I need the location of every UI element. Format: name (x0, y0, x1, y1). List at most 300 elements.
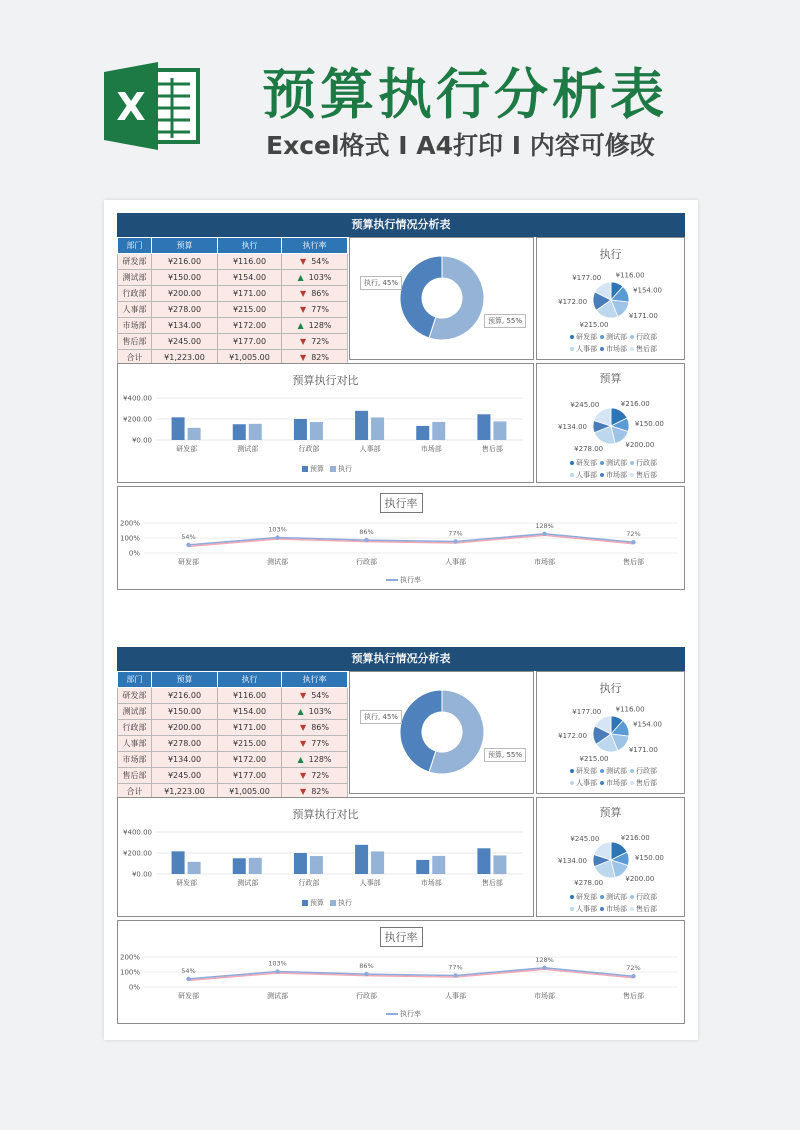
table-row (118, 302, 348, 318)
arrow-up-icon: ▲ (297, 321, 304, 330)
bar-budget (172, 851, 185, 874)
cell-exec: ¥154.00 (218, 270, 282, 286)
line-chart-panel (117, 920, 685, 1024)
cell-rate (282, 254, 348, 270)
legend-swatch (630, 769, 634, 773)
cell-dept: 合计 (118, 784, 152, 800)
pie-legend-label: 市场部 (606, 905, 627, 913)
logo-letter: X (116, 85, 146, 129)
arrow-down-icon: ▼ (300, 353, 307, 362)
arrow-down-icon: ▼ (300, 289, 307, 298)
pie-legend-label: 测试部 (606, 767, 627, 775)
rate-value: 103% (308, 273, 332, 282)
page-subtitle: Excel格式 I A4打印 I 内容可修改 (266, 131, 655, 160)
cell-budget: ¥1,223.00 (152, 784, 218, 800)
bar-legend (296, 898, 352, 908)
legend-swatch (302, 900, 308, 906)
legend-swatch (630, 895, 634, 899)
cell-dept: 测试部 (118, 270, 152, 286)
cell-rate (282, 688, 348, 704)
legend-swatch (570, 473, 574, 477)
table-row (118, 270, 348, 286)
report-header: 预算执行情况分析表 (117, 213, 685, 237)
line-legend-label: 执行率 (400, 576, 421, 584)
rate-point (631, 540, 635, 544)
x-tick-label: 研发部 (178, 558, 199, 566)
column-header: 部门 (118, 672, 152, 688)
cell-exec: ¥154.00 (218, 704, 282, 720)
cell-exec: ¥116.00 (218, 254, 282, 270)
x-tick-label: 行政部 (356, 992, 377, 1000)
report-block-2 (117, 647, 685, 1025)
y-tick-label: 100% (119, 534, 140, 543)
legend-swatch (600, 895, 604, 899)
cell-budget: ¥216.00 (152, 254, 218, 270)
legend-swatch (570, 781, 574, 785)
cell-dept: 行政部 (118, 286, 152, 302)
legend-swatch (630, 335, 634, 339)
pie-legend-label: 行政部 (636, 767, 657, 775)
cell-dept: 研发部 (118, 254, 152, 270)
arrow-down-icon: ▼ (300, 337, 307, 346)
budget-pie-title: 预算 (599, 806, 622, 819)
pie-legend-row (567, 458, 657, 468)
pie-legend-label: 人事部 (576, 471, 597, 479)
legend-swatch (386, 1013, 398, 1015)
x-tick-label: 人事部 (445, 992, 466, 1000)
budget-pie-panel (536, 797, 685, 917)
cell-budget: ¥134.00 (152, 318, 218, 334)
cell-rate (282, 736, 348, 752)
rate-line (189, 534, 634, 545)
bar-legend-label: 执行 (338, 899, 352, 907)
pie-value-label: ¥215.00 (579, 754, 609, 763)
cell-rate (282, 704, 348, 720)
cell-budget: ¥150.00 (152, 704, 218, 720)
rate-data-label: 77% (448, 529, 463, 538)
rate-value: 82% (311, 787, 329, 796)
table-body (118, 688, 348, 800)
pie-legend-label: 售后部 (636, 345, 657, 353)
line-legend (380, 1009, 421, 1019)
bar-legend (296, 464, 352, 474)
legend-swatch (600, 461, 604, 465)
table-row (118, 768, 348, 784)
table-row (118, 318, 348, 334)
cell-exec: ¥171.00 (218, 286, 282, 302)
bar-exec (188, 428, 201, 440)
cell-rate (282, 286, 348, 302)
cell-exec: ¥1,005.00 (218, 350, 282, 366)
pie-legend-row (567, 766, 657, 776)
x-tick-label: 测试部 (237, 445, 259, 453)
y-tick-label: ¥400.00 (123, 394, 152, 403)
pie-value-label: ¥154.00 (633, 720, 662, 729)
rate-data-label: 72% (626, 964, 641, 973)
x-tick-label: 研发部 (178, 992, 199, 1000)
pie-legend-label: 人事部 (576, 779, 597, 787)
x-tick-label: 市场部 (534, 558, 555, 566)
bar-budget (294, 419, 307, 440)
bar-legend-label: 预算 (310, 899, 324, 907)
rate-point (542, 532, 546, 536)
rate-value: 77% (311, 305, 329, 314)
legend-swatch (570, 895, 574, 899)
pie-legend-label: 行政部 (636, 893, 657, 901)
pie-legend-row (567, 332, 657, 342)
cell-exec: ¥215.00 (218, 302, 282, 318)
cell-rate (282, 302, 348, 318)
donut-chart (350, 672, 533, 793)
column-header: 执行率 (282, 672, 348, 688)
pie-value-label: ¥154.00 (633, 286, 662, 295)
exec-pie-panel (536, 237, 685, 360)
x-tick-label: 市场部 (534, 992, 555, 1000)
legend-swatch (600, 907, 604, 911)
x-tick-label: 测试部 (267, 558, 288, 566)
rate-value: 72% (311, 771, 329, 780)
cell-budget: ¥134.00 (152, 752, 218, 768)
table-row (118, 334, 348, 350)
pie-value-label: ¥172.00 (558, 297, 588, 306)
cell-dept: 市场部 (118, 752, 152, 768)
cell-dept: 测试部 (118, 704, 152, 720)
legend-swatch (630, 347, 634, 351)
y-tick-label: ¥400.00 (123, 828, 152, 837)
bar-budget (477, 414, 490, 440)
pie-value-label: ¥116.00 (615, 705, 645, 714)
line-legend-label: 执行率 (400, 1010, 421, 1018)
pie-legend-row (567, 778, 657, 788)
bar-budget (172, 417, 185, 440)
pie-value-label: ¥215.00 (579, 320, 609, 329)
bar-budget (233, 424, 246, 440)
x-tick-label: 研发部 (176, 445, 198, 453)
legend-swatch (570, 461, 574, 465)
bar-budget (355, 411, 368, 440)
cell-exec: ¥177.00 (218, 334, 282, 350)
bar-exec (432, 856, 445, 874)
exec-pie-panel (536, 671, 685, 794)
cell-budget: ¥216.00 (152, 688, 218, 704)
bar-exec (188, 862, 201, 874)
arrow-up-icon: ▲ (297, 755, 304, 764)
table-body (118, 254, 348, 366)
pie-value-label: ¥216.00 (620, 833, 650, 842)
pie-value-label: ¥278.00 (574, 879, 604, 888)
cell-exec: ¥172.00 (218, 318, 282, 334)
x-tick-label: 测试部 (237, 879, 259, 887)
x-tick-label: 售后部 (623, 992, 644, 1000)
y-tick-label: 100% (119, 968, 140, 977)
rate-data-label: 54% (181, 532, 196, 541)
budget-table (117, 671, 348, 800)
pie-legend-label: 研发部 (576, 767, 597, 775)
y-tick-label: 200% (119, 519, 140, 528)
legend-swatch (630, 473, 634, 477)
pie-value-label: ¥200.00 (625, 875, 655, 884)
budget-pie-panel (536, 363, 685, 483)
bar-exec (310, 856, 323, 874)
rate-point (186, 543, 190, 547)
x-tick-label: 售后部 (481, 445, 503, 453)
donut-label-exec: 执行, 45% (360, 710, 402, 724)
legend-swatch (600, 781, 604, 785)
rate-data-label: 103% (268, 525, 287, 534)
pie-value-label: ¥150.00 (634, 420, 664, 429)
cell-budget: ¥200.00 (152, 720, 218, 736)
x-tick-label: 行政部 (298, 445, 320, 453)
exec-pie-title: 执行 (599, 248, 622, 261)
pie-value-label: ¥245.00 (570, 834, 600, 843)
rate-value: 82% (311, 353, 329, 362)
legend-swatch (302, 466, 308, 472)
report-header: 预算执行情况分析表 (117, 647, 685, 671)
report-block-1 (117, 213, 685, 591)
pie-legend-label: 市场部 (606, 471, 627, 479)
cell-dept: 行政部 (118, 720, 152, 736)
legend-swatch (570, 335, 574, 339)
pie-value-label: ¥116.00 (615, 271, 645, 280)
budget-table (117, 237, 348, 366)
legend-swatch (630, 461, 634, 465)
pie-legend-row (567, 904, 657, 914)
report-sheet (104, 200, 698, 1040)
rate-value: 86% (311, 289, 329, 298)
pie-legend-label: 市场部 (606, 779, 627, 787)
rate-point (631, 974, 635, 978)
legend-swatch (330, 900, 336, 906)
table-row (118, 688, 348, 704)
donut-chart (350, 238, 533, 359)
pie-value-label: ¥216.00 (620, 399, 650, 408)
cell-dept: 合计 (118, 350, 152, 366)
cell-dept: 研发部 (118, 688, 152, 704)
bar-exec (310, 422, 323, 440)
line-chart-panel (117, 486, 685, 590)
rate-data-label: 128% (535, 955, 554, 964)
cell-exec: ¥177.00 (218, 768, 282, 784)
y-tick-label: ¥200.00 (123, 415, 152, 424)
bar-chart-title: 预算执行对比 (292, 374, 359, 387)
pie-legend-label: 研发部 (576, 333, 597, 341)
legend-swatch (570, 347, 574, 351)
pie-legend-label: 人事部 (576, 345, 597, 353)
y-tick-label: ¥0.00 (131, 870, 152, 879)
bar-chart-panel (117, 363, 534, 483)
legend-swatch (630, 907, 634, 911)
bar-budget (355, 845, 368, 874)
x-tick-label: 行政部 (356, 558, 377, 566)
cell-budget: ¥150.00 (152, 270, 218, 286)
table-row (118, 752, 348, 768)
pie-value-label: ¥171.00 (628, 745, 658, 754)
pie-legend-label: 售后部 (636, 471, 657, 479)
arrow-up-icon: ▲ (297, 707, 304, 716)
cell-rate (282, 270, 348, 286)
legend-swatch (570, 769, 574, 773)
table-row (118, 720, 348, 736)
pie-value-label: ¥200.00 (625, 441, 655, 450)
column-header: 执行率 (282, 238, 348, 254)
rate-point (364, 972, 368, 976)
x-tick-label: 测试部 (267, 992, 288, 1000)
banner (0, 0, 800, 190)
pie-legend-label: 研发部 (576, 893, 597, 901)
column-header: 执行 (218, 238, 282, 254)
table-row (118, 736, 348, 752)
rate-value: 54% (311, 257, 329, 266)
rate-value: 86% (311, 723, 329, 732)
y-tick-label: 200% (119, 953, 140, 962)
bar-exec (371, 417, 384, 440)
arrow-down-icon: ▼ (300, 305, 307, 314)
line-chart (118, 921, 684, 1023)
x-tick-label: 人事部 (359, 879, 381, 887)
y-tick-label: ¥0.00 (131, 436, 152, 445)
rate-data-label: 72% (626, 530, 641, 539)
table-row (118, 254, 348, 270)
bar-budget (416, 860, 429, 874)
column-header: 执行 (218, 672, 282, 688)
rate-point (364, 538, 368, 542)
donut-panel (349, 671, 534, 794)
rate-data-label: 54% (181, 966, 196, 975)
rate-data-label: 86% (359, 528, 374, 537)
pie-legend-label: 研发部 (576, 459, 597, 467)
pie-legend-label: 测试部 (606, 333, 627, 341)
x-tick-label: 人事部 (445, 558, 466, 566)
rate-data-label: 103% (268, 959, 287, 968)
pie-value-label: ¥177.00 (572, 707, 602, 716)
pie-value-label: ¥177.00 (572, 273, 602, 282)
cell-exec: ¥171.00 (218, 720, 282, 736)
bar-exec (371, 851, 384, 874)
pie-legend-label: 售后部 (636, 905, 657, 913)
pie-legend-row (567, 470, 657, 480)
bar-budget (233, 858, 246, 874)
bar-exec (493, 421, 506, 440)
table-row (118, 286, 348, 302)
cell-rate (282, 752, 348, 768)
rate-point (275, 969, 279, 973)
arrow-down-icon: ▼ (300, 739, 307, 748)
pie-value-label: ¥134.00 (558, 422, 588, 431)
cell-budget: ¥278.00 (152, 302, 218, 318)
legend-swatch (630, 781, 634, 785)
x-tick-label: 人事部 (359, 445, 381, 453)
y-tick-label: 0% (128, 549, 140, 558)
line-chart-title: 执行率 (380, 927, 423, 947)
pie-value-label: ¥150.00 (634, 854, 664, 863)
legend-swatch (600, 347, 604, 351)
bar-exec (432, 422, 445, 440)
line-chart-title: 执行率 (380, 493, 423, 513)
rate-data-label: 86% (359, 962, 374, 971)
rate-point (453, 539, 457, 543)
bar-budget (477, 848, 490, 874)
cell-budget: ¥278.00 (152, 736, 218, 752)
legend-swatch (330, 466, 336, 472)
rate-value: 54% (311, 691, 329, 700)
cell-rate (282, 720, 348, 736)
pie-value-label: ¥278.00 (574, 445, 604, 454)
bar-exec (249, 424, 262, 440)
cell-rate (282, 318, 348, 334)
y-tick-label: ¥200.00 (123, 849, 152, 858)
pie-value-label: ¥245.00 (570, 400, 600, 409)
bar-exec (249, 858, 262, 874)
line-chart (118, 487, 684, 589)
arrow-down-icon: ▼ (300, 691, 307, 700)
cell-exec: ¥215.00 (218, 736, 282, 752)
cell-budget: ¥1,223.00 (152, 350, 218, 366)
bar-budget (294, 853, 307, 874)
y-tick-label: 0% (128, 983, 140, 992)
pie-legend-label: 行政部 (636, 333, 657, 341)
bar-legend-label: 预算 (310, 465, 324, 473)
cell-dept: 售后部 (118, 768, 152, 784)
bar-exec (493, 855, 506, 874)
cell-dept: 人事部 (118, 302, 152, 318)
column-header: 预算 (152, 238, 218, 254)
arrow-down-icon: ▼ (300, 257, 307, 266)
cell-budget: ¥245.00 (152, 768, 218, 784)
donut-label-budget: 预算, 55% (484, 748, 526, 762)
pie-legend-label: 售后部 (636, 779, 657, 787)
pie-legend-row (567, 344, 657, 354)
arrow-down-icon: ▼ (300, 723, 307, 732)
rate-value: 72% (311, 337, 329, 346)
cell-dept: 售后部 (118, 334, 152, 350)
excel-logo-icon (104, 62, 204, 150)
pie-value-label: ¥134.00 (558, 856, 588, 865)
pie-value-label: ¥171.00 (628, 311, 658, 320)
exec-pie-title: 执行 (599, 682, 622, 695)
column-header: 部门 (118, 238, 152, 254)
bar-budget (416, 426, 429, 440)
rate-point (275, 535, 279, 539)
arrow-down-icon: ▼ (300, 787, 307, 796)
rate-point (453, 973, 457, 977)
cell-dept: 市场部 (118, 318, 152, 334)
pie-legend-label: 测试部 (606, 459, 627, 467)
pie-legend-label: 测试部 (606, 893, 627, 901)
donut-panel (349, 237, 534, 360)
legend-swatch (570, 907, 574, 911)
cell-budget: ¥200.00 (152, 286, 218, 302)
rate-data-label: 128% (535, 521, 554, 530)
x-tick-label: 售后部 (623, 558, 644, 566)
legend-swatch (600, 335, 604, 339)
cell-dept: 人事部 (118, 736, 152, 752)
rate-value: 128% (308, 755, 332, 764)
column-header: 预算 (152, 672, 218, 688)
legend-swatch (600, 473, 604, 477)
table-header-row (118, 672, 348, 688)
x-tick-label: 市场部 (420, 445, 442, 453)
donut-label-budget: 预算, 55% (484, 314, 526, 328)
budget-pie-title: 预算 (599, 372, 622, 385)
rate-value: 103% (308, 707, 332, 716)
cell-exec: ¥1,005.00 (218, 784, 282, 800)
rate-value: 128% (308, 321, 332, 330)
cell-rate (282, 334, 348, 350)
pie-legend-label: 行政部 (636, 459, 657, 467)
rate-point (186, 977, 190, 981)
bar-chart-panel (117, 797, 534, 917)
donut-label-exec: 执行, 45% (360, 276, 402, 290)
